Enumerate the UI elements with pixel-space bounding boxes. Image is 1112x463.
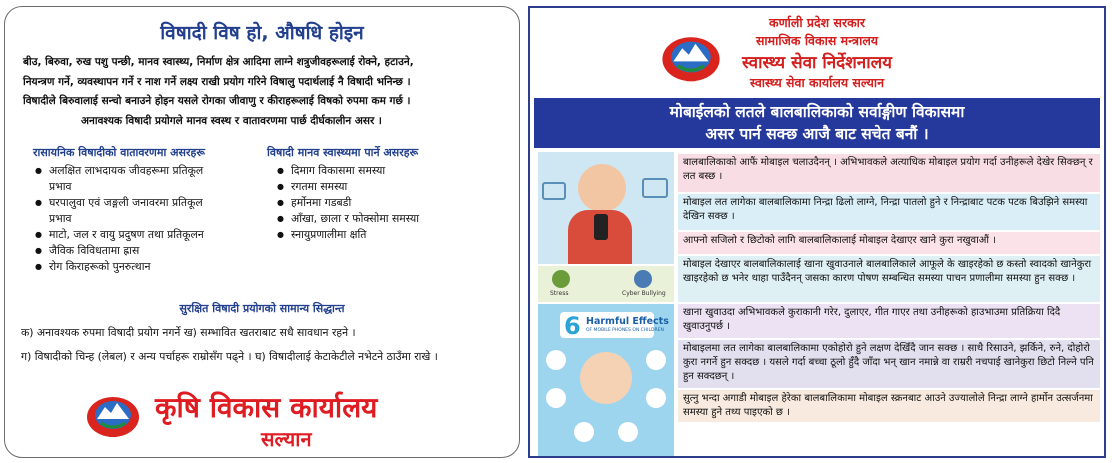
message-box: आफ्नो सजिलो र छिटोको लागि बालबालिकालाई मोबाइल देखाएर खाने कुरा नखुवाऔं । <box>678 232 1100 254</box>
child-with-phone-image <box>538 152 674 264</box>
list-item: प्रभाव <box>49 212 72 225</box>
effects-subtitle: OF MOBILE PHONES ON CHILDREN <box>586 328 664 333</box>
stress-cyberbullying-strip <box>538 266 674 302</box>
intro-line: विषादीले बिरुवालाई सन्चो बनाउने होइन यसले रोगका जीवाणु र कीराहरूलाई विषको रुपमा कम गर्छ । <box>23 95 411 107</box>
principles-heading: सुरक्षित विषादी प्रयोगको सामान्य सिद्धान्त <box>179 302 345 315</box>
list-item: ● अलक्षित लाभदायक जीवहरूमा प्रतिकूल <box>31 163 267 179</box>
list-item: ● हर्मोनमा गडबडी <box>273 195 513 211</box>
gov-line: स्वास्थ्य सेवा कार्यालय सल्यान <box>749 75 885 90</box>
nepal-emblem-icon <box>83 391 143 439</box>
health-effects-heading: विषादी मानव स्वास्थ्यमा पार्ने असरहरू <box>267 146 419 159</box>
health-effects-list <box>273 163 513 243</box>
message-box: सुत्नु भन्दा अगाडी मोबाइल हेरेका बालबालिकामा मोबाइल स्क्रनबाट आउने उज्यालोले निन्द्रा लाग्ने हार्मोन उत्सर्जनमा समस्या हुने तथ्य पाइएको छ । <box>678 390 1100 422</box>
cyber-bullying-label: Cyber Bullying <box>622 290 666 297</box>
intro-paragraph <box>23 53 509 131</box>
list-item: ● आँखा, छाला र फोक्सोमा समस्या <box>273 211 513 227</box>
list-item: ● माटो, जल र वायु प्रदुषण तथा प्रतिकूलन <box>31 227 267 243</box>
message-box: मोबाइल लत लागेका बालबालिकामा निन्द्रा ढिलो लाग्ने, निन्द्रा पातलो हुने र निन्द्राबाट पटक पटक बिउझिने समस्या देखिन सक्छ । <box>678 194 1100 230</box>
effects-number: 6 <box>564 312 581 340</box>
list-item: ● दिमाग विकासमा समस्या <box>273 163 513 179</box>
mobile-addiction-notice-panel <box>528 6 1106 458</box>
list-item: ● रगतमा समस्या <box>273 179 513 195</box>
agriculture-office-name: कृषि विकास कार्यालय <box>155 391 378 424</box>
gov-line: कर्णाली प्रदेश सरकार <box>768 15 866 30</box>
headline-banner <box>534 98 1100 148</box>
stress-label: Stress <box>550 290 569 297</box>
list-item: प्रभाव <box>49 180 72 193</box>
list-item: ● स्नायुप्रणालीमा क्षति <box>273 227 513 243</box>
principle-line: ग) विषादीको चिन्ह (लेबल) र अन्य पर्चाहरू राम्रोसँग पढ्ने । घ) विषादीलाई केटाकेटीले नभेटने ठाउँमा राखे । <box>21 350 438 363</box>
notice-title: विषादी विष हो, औषधि होइन <box>160 22 364 44</box>
gov-line: सामाजिक विकास मन्त्रालय <box>755 33 879 48</box>
message-box: मोबाइल देखाएर बालबालिकालाई खाना खुवाउनाले बालबालिकाले आफूले के खाइरहेको छ कस्तो स्वादको खानेकुरा खाइरहेको छ भनेर थाहा पाउँदैनन् जसका कारण पोषण सम्बन्धित समस्या पाचन प्रणालीमा समस्या हुन सक्छ । <box>678 256 1100 302</box>
list-item: ● जैविक विविधतामा ह्रास <box>31 243 267 259</box>
pesticide-notice-panel <box>4 6 520 458</box>
agriculture-office-location: सल्यान <box>261 427 312 451</box>
intro-line: नियन्त्रण गर्ने, व्यवस्थापन गर्ने र नाश गर्ने लक्ष्य राखी प्रयोग गरिने विषालु पदार्थलाई नै विषादी भनिन्छ । <box>23 75 411 88</box>
env-effects-heading: रासायनिक विषादीको वातावरणमा असरहरू <box>33 146 205 159</box>
message-box: खाना खुवाउदा अभिभावकले कुराकानी गरेर, दुलाएर, गीत गाएर तथा उनीहरूको हाउभाउमा प्रतिक्रिया दिदै खुवाउनुपर्छ । <box>678 304 1100 338</box>
gov-line: स्वास्थ्य सेवा निर्देशनालय <box>742 53 892 73</box>
intro-line: बीउ, बिरुवा, रुख पशु पन्छी, मानव स्वास्थ्य, निर्माण क्षेत्र आदिमा लाग्ने शत्रुजीवहरूलाई रोक्ने, हटाउने, <box>23 56 414 68</box>
message-box: मोबाइलमा लत लागेका बालबालिकामा एकोहोरो हुने लक्षण देखिँदै जान सक्छ । साथै रिसाउने, झर्किने, रुने, दोहोरो कुरा नगर्ने हुन सक्दछ । यसले गर्दा बच्चा ठूलो हुँदै जाँदा भन् खान नमान्ने वा राम्ररी नचपाई खानेकुरा छिटो निल्ने पनि हुन सक्दछन् । <box>678 340 1100 388</box>
harmful-effects-infographic <box>538 304 674 456</box>
env-effects-list <box>31 163 267 275</box>
harmful-effects-badge <box>560 312 669 340</box>
banner-line: असर पार्न सक्छ आजै बाट सचेत बनौं । <box>705 125 929 143</box>
illustration <box>538 152 674 456</box>
list-item: ● घरपालुवा एवं जङ्गली जनावरमा प्रतिकूल <box>31 195 267 211</box>
principle-line: क) अनावश्यक रुपमा विषादी प्रयोग नगर्ने ख) सम्भावित खतराबाट सधै सावधान रहने । <box>21 326 356 339</box>
intro-line: अनावश्यक विषादी प्रयोगले मानव स्वस्थ र वातावरणमा पार्छ दीर्घकालीन असर । <box>81 114 382 127</box>
list-item: ● रोग किराहरूको पुनरुत्थान <box>31 259 267 275</box>
effects-title: Harmful Effects <box>586 316 669 327</box>
banner-line: मोबाईलको लतले बालबालिकाको सर्वाङ्गीण विकासमा <box>669 103 965 121</box>
message-box: बालबालिकाको आफैं मोबाइल चलाउदैनन् । अभिभावकले अत्याधिक मोबाइल प्रयोग गर्दा उनीहरूले देखेर सिक्छन् र लत बस्छ । <box>678 154 1100 192</box>
